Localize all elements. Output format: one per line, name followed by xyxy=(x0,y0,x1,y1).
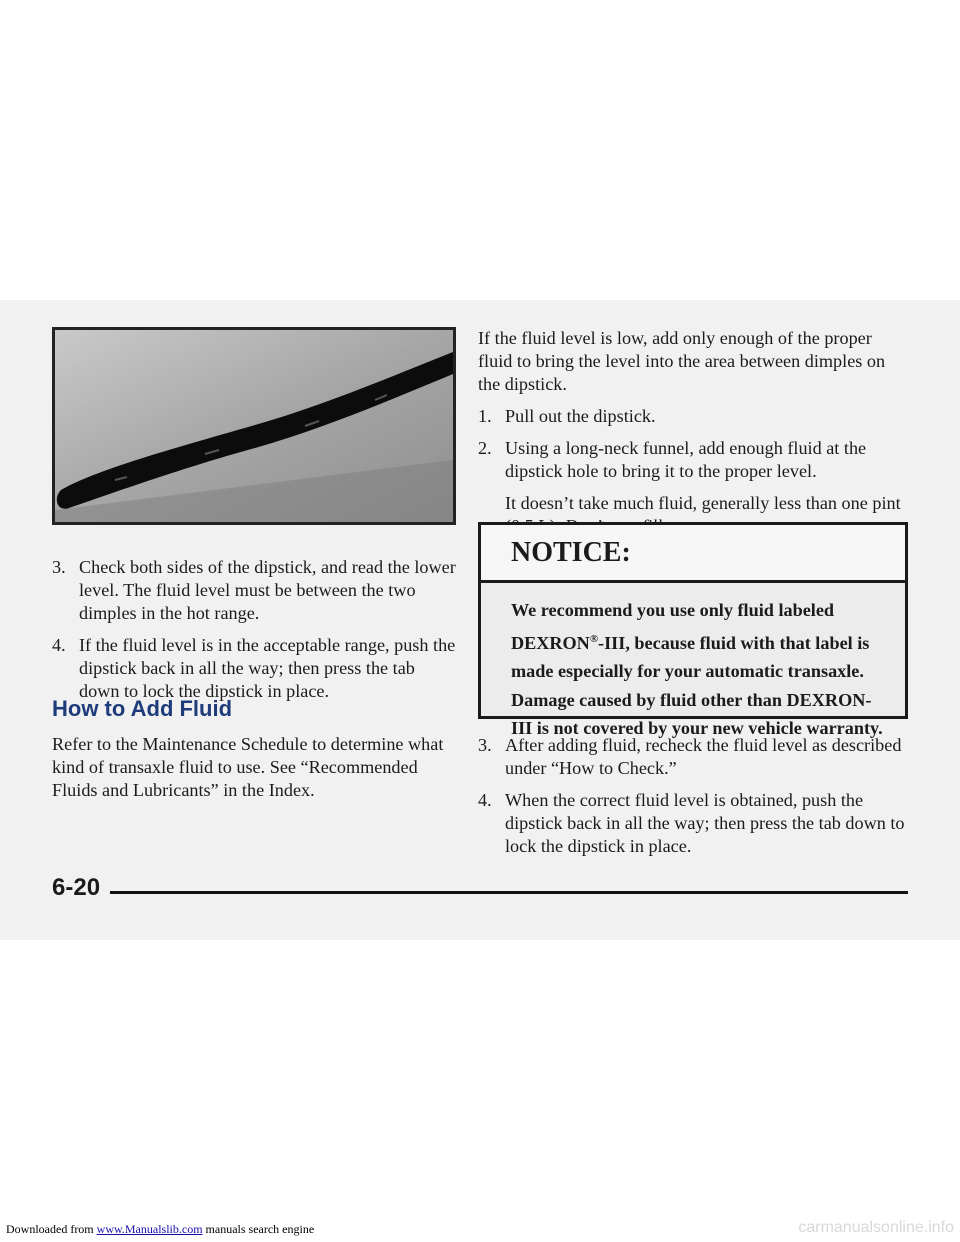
section-heading: How to Add Fluid xyxy=(52,696,233,721)
list-item: 4. If the fluid level is in the acceptable range, push the dipstick back in all the way; then press the tab down to lock the dipstick in place. xyxy=(52,635,456,701)
left-paragraph xyxy=(52,733,457,811)
watermark: carmanualsonline.info xyxy=(798,1219,954,1236)
page-number: 6-20 xyxy=(52,874,101,901)
manualslib-link[interactable]: www.Manualslib.com xyxy=(96,1222,203,1236)
intro-paragraph: If the fluid level is low, add only enough of the proper fluid to bring the level into the area between dimples on the dipstick. xyxy=(478,328,886,394)
right-top-text xyxy=(478,327,908,547)
left-steps xyxy=(52,556,457,712)
list-item: 3. After adding fluid, recheck the fluid level as described under “How to Check.” xyxy=(478,735,902,778)
dipstick-photo xyxy=(52,327,456,525)
paragraph: Refer to the Maintenance Schedule to determine what kind of transaxle fluid to use. See “Recommended Fluids and Lubricants” in the Index. xyxy=(52,734,444,800)
list-item: 3. Check both sides of the dipstick, and read the lower level. The fluid level must be between the two dimples in the hot range. xyxy=(52,557,456,623)
notice-title: NOTICE: xyxy=(481,525,905,583)
notice-body: We recommend you use only fluid labeled DEXRON®-III, because fluid with that label is made especially for your automatic transaxle. Damage caused by fluid other than DEXRON-III is not covered by your new vehicle warranty. xyxy=(511,600,883,739)
list-item: 4. When the correct fluid level is obtained, push the dipstick back in all the way; then press the tab down to lock the dipstick in place. xyxy=(478,790,905,856)
notice-box xyxy=(478,522,908,739)
registered-mark: ® xyxy=(589,632,599,645)
list-item: 1. Pull out the dipstick. xyxy=(478,406,656,426)
right-bottom-steps xyxy=(478,734,908,867)
list-item: 2. Using a long-neck funnel, add enough fluid at the dipstick hole to bring it to the proper level. xyxy=(478,438,867,481)
fluid-note: It doesn’t take much fluid, generally less than one pint xyxy=(478,492,908,538)
footer-divider xyxy=(110,891,908,894)
dipstick-illustration xyxy=(55,330,453,522)
download-bar: Downloaded from www.Manualslib.com manuals search engine xyxy=(6,1222,315,1236)
